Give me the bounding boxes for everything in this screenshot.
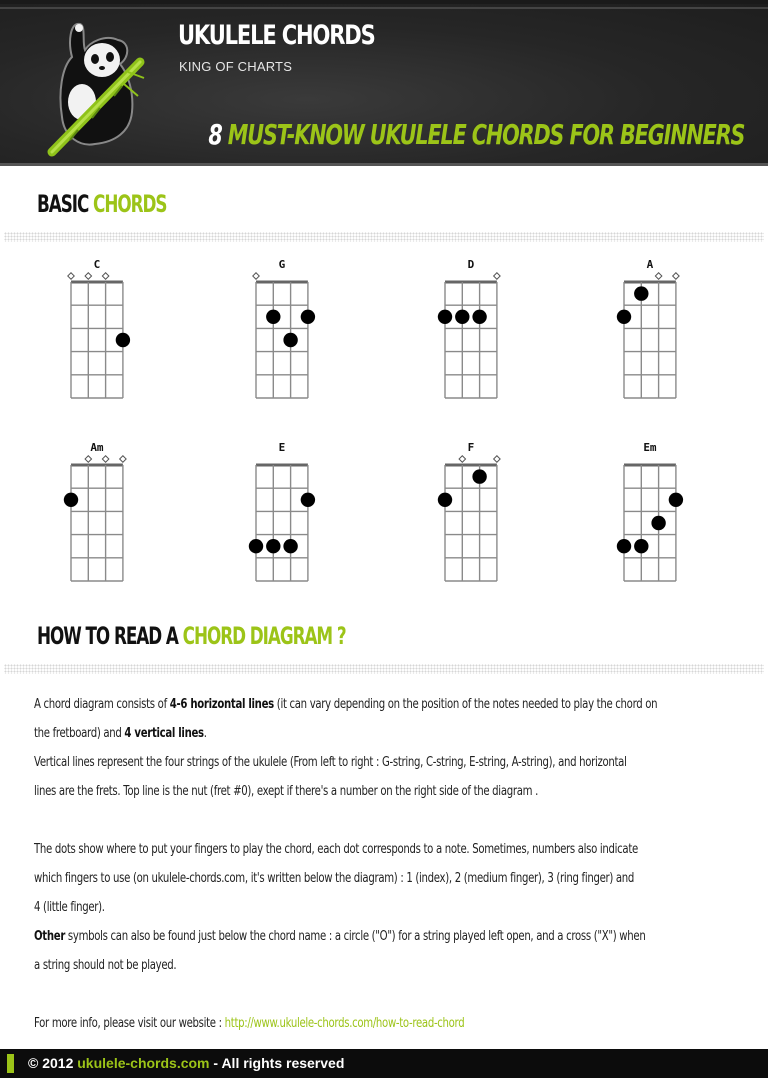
finger-dot [634,286,648,300]
title-green-part: CHORD DIAGRAM ? [182,622,346,650]
finger-dot [455,310,469,324]
finger-dot [617,310,631,324]
footer [0,1049,768,1078]
open-string-icon [494,456,501,463]
copyright-text: © 2012 ukulele-chords.com - All rights reserved [28,1055,345,1071]
basic-chords-title [37,190,166,218]
brand-subtitle: KING OF CHARTS [179,59,293,74]
paragraph-line: lines are the frets. Top line is the nut (fret #0), exept if there's a number on the right side of the diagram . [34,784,538,799]
title-black-part: BASIC [37,190,89,218]
finger-dot [438,493,452,507]
footer-accent-bar [7,1054,14,1073]
open-string-icon [102,273,109,280]
instructions-text [34,690,734,1038]
title-black-part: HOW TO READ A [37,622,178,650]
chord-diagram-g [236,258,326,418]
open-string-icon [85,273,92,280]
how-to-read-title [37,622,346,650]
chord-name: C [93,258,101,271]
finger-dot [651,516,665,530]
chord-name: Em [643,441,657,454]
open-string-icon [459,456,466,463]
finger-dot [617,539,631,553]
chord-diagram-d [425,258,515,418]
header-banner [0,0,768,166]
finger-dot [669,493,683,507]
chord-name: F [467,441,475,454]
finger-dot [438,310,452,324]
open-string-icon [673,273,680,280]
finger-dot [116,333,130,347]
panda-logo-icon [40,12,160,162]
paragraph-line: the fretboard) and 4 vertical lines. [34,726,207,741]
chord-name: Am [90,441,104,454]
finger-dot [249,539,263,553]
chord-diagram-f [425,441,515,601]
open-string-icon [494,273,501,280]
finger-dot [472,469,486,483]
chord-diagram-am [51,441,141,601]
paragraph-line: The dots show where to put your fingers to play the chord, each dot corresponds to a note. Sometimes, numbers also indicate [34,842,638,857]
page-headline [208,118,744,151]
title-green-part: CHORDS [93,190,167,218]
chord-name: A [646,258,654,271]
paragraph-line: which fingers to use (on ukulele-chords.com, it's written below the diagram) : 1 (index), 2 (medium finger), 3 (ring finger) and [34,871,635,886]
finger-dot [266,539,280,553]
headline-text: MUST-KNOW UKULELE CHORDS FOR BEGINNERS [227,118,744,151]
finger-dot [301,310,315,324]
brand-title: UKULELE CHORDS [178,20,375,51]
dotted-divider [4,232,764,242]
more-info-line: For more info, please visit our website : http://www.ukulele-chords.com/how-to-read-chord [34,1016,465,1031]
chord-diagram-em [604,441,694,601]
paragraph-line: A chord diagram consists of 4-6 horizontal lines (it can vary depending on the position of the notes needed to play the chord on [34,697,658,712]
footer-site-link[interactable]: ukulele-chords.com [77,1055,210,1071]
chord-name: D [467,258,475,271]
open-string-icon [120,456,127,463]
open-string-icon [68,273,75,280]
paragraph-line: Other symbols can also be found just below the chord name : a circle ("O") for a string played left open, and a cross ("X") when [34,929,646,944]
open-string-icon [655,273,662,280]
paragraph-line: Vertical lines represent the four strings of the ukulele (From left to right : G-string, C-string, E-string, A-string), and horizontal [34,755,627,770]
finger-dot [634,539,648,553]
finger-dot [472,310,486,324]
finger-dot [266,310,280,324]
chord-diagram-c [51,258,141,418]
open-string-icon [85,456,92,463]
finger-dot [64,493,78,507]
paragraph-line: a string should not be played. [34,958,177,973]
chord-name: G [278,258,286,271]
finger-dot [301,493,315,507]
chord-name: E [278,441,286,454]
chord-diagram-a [604,258,694,418]
dotted-divider [4,664,764,674]
finger-dot [283,333,297,347]
how-to-read-link[interactable]: http://www.ukulele-chords.com/how-to-read-chord [224,1016,465,1031]
headline-number: 8 [207,118,222,151]
open-string-icon [253,273,260,280]
open-string-icon [102,456,109,463]
paragraph-line: 4 (little finger). [34,900,105,915]
chord-diagram-e [236,441,326,601]
finger-dot [283,539,297,553]
